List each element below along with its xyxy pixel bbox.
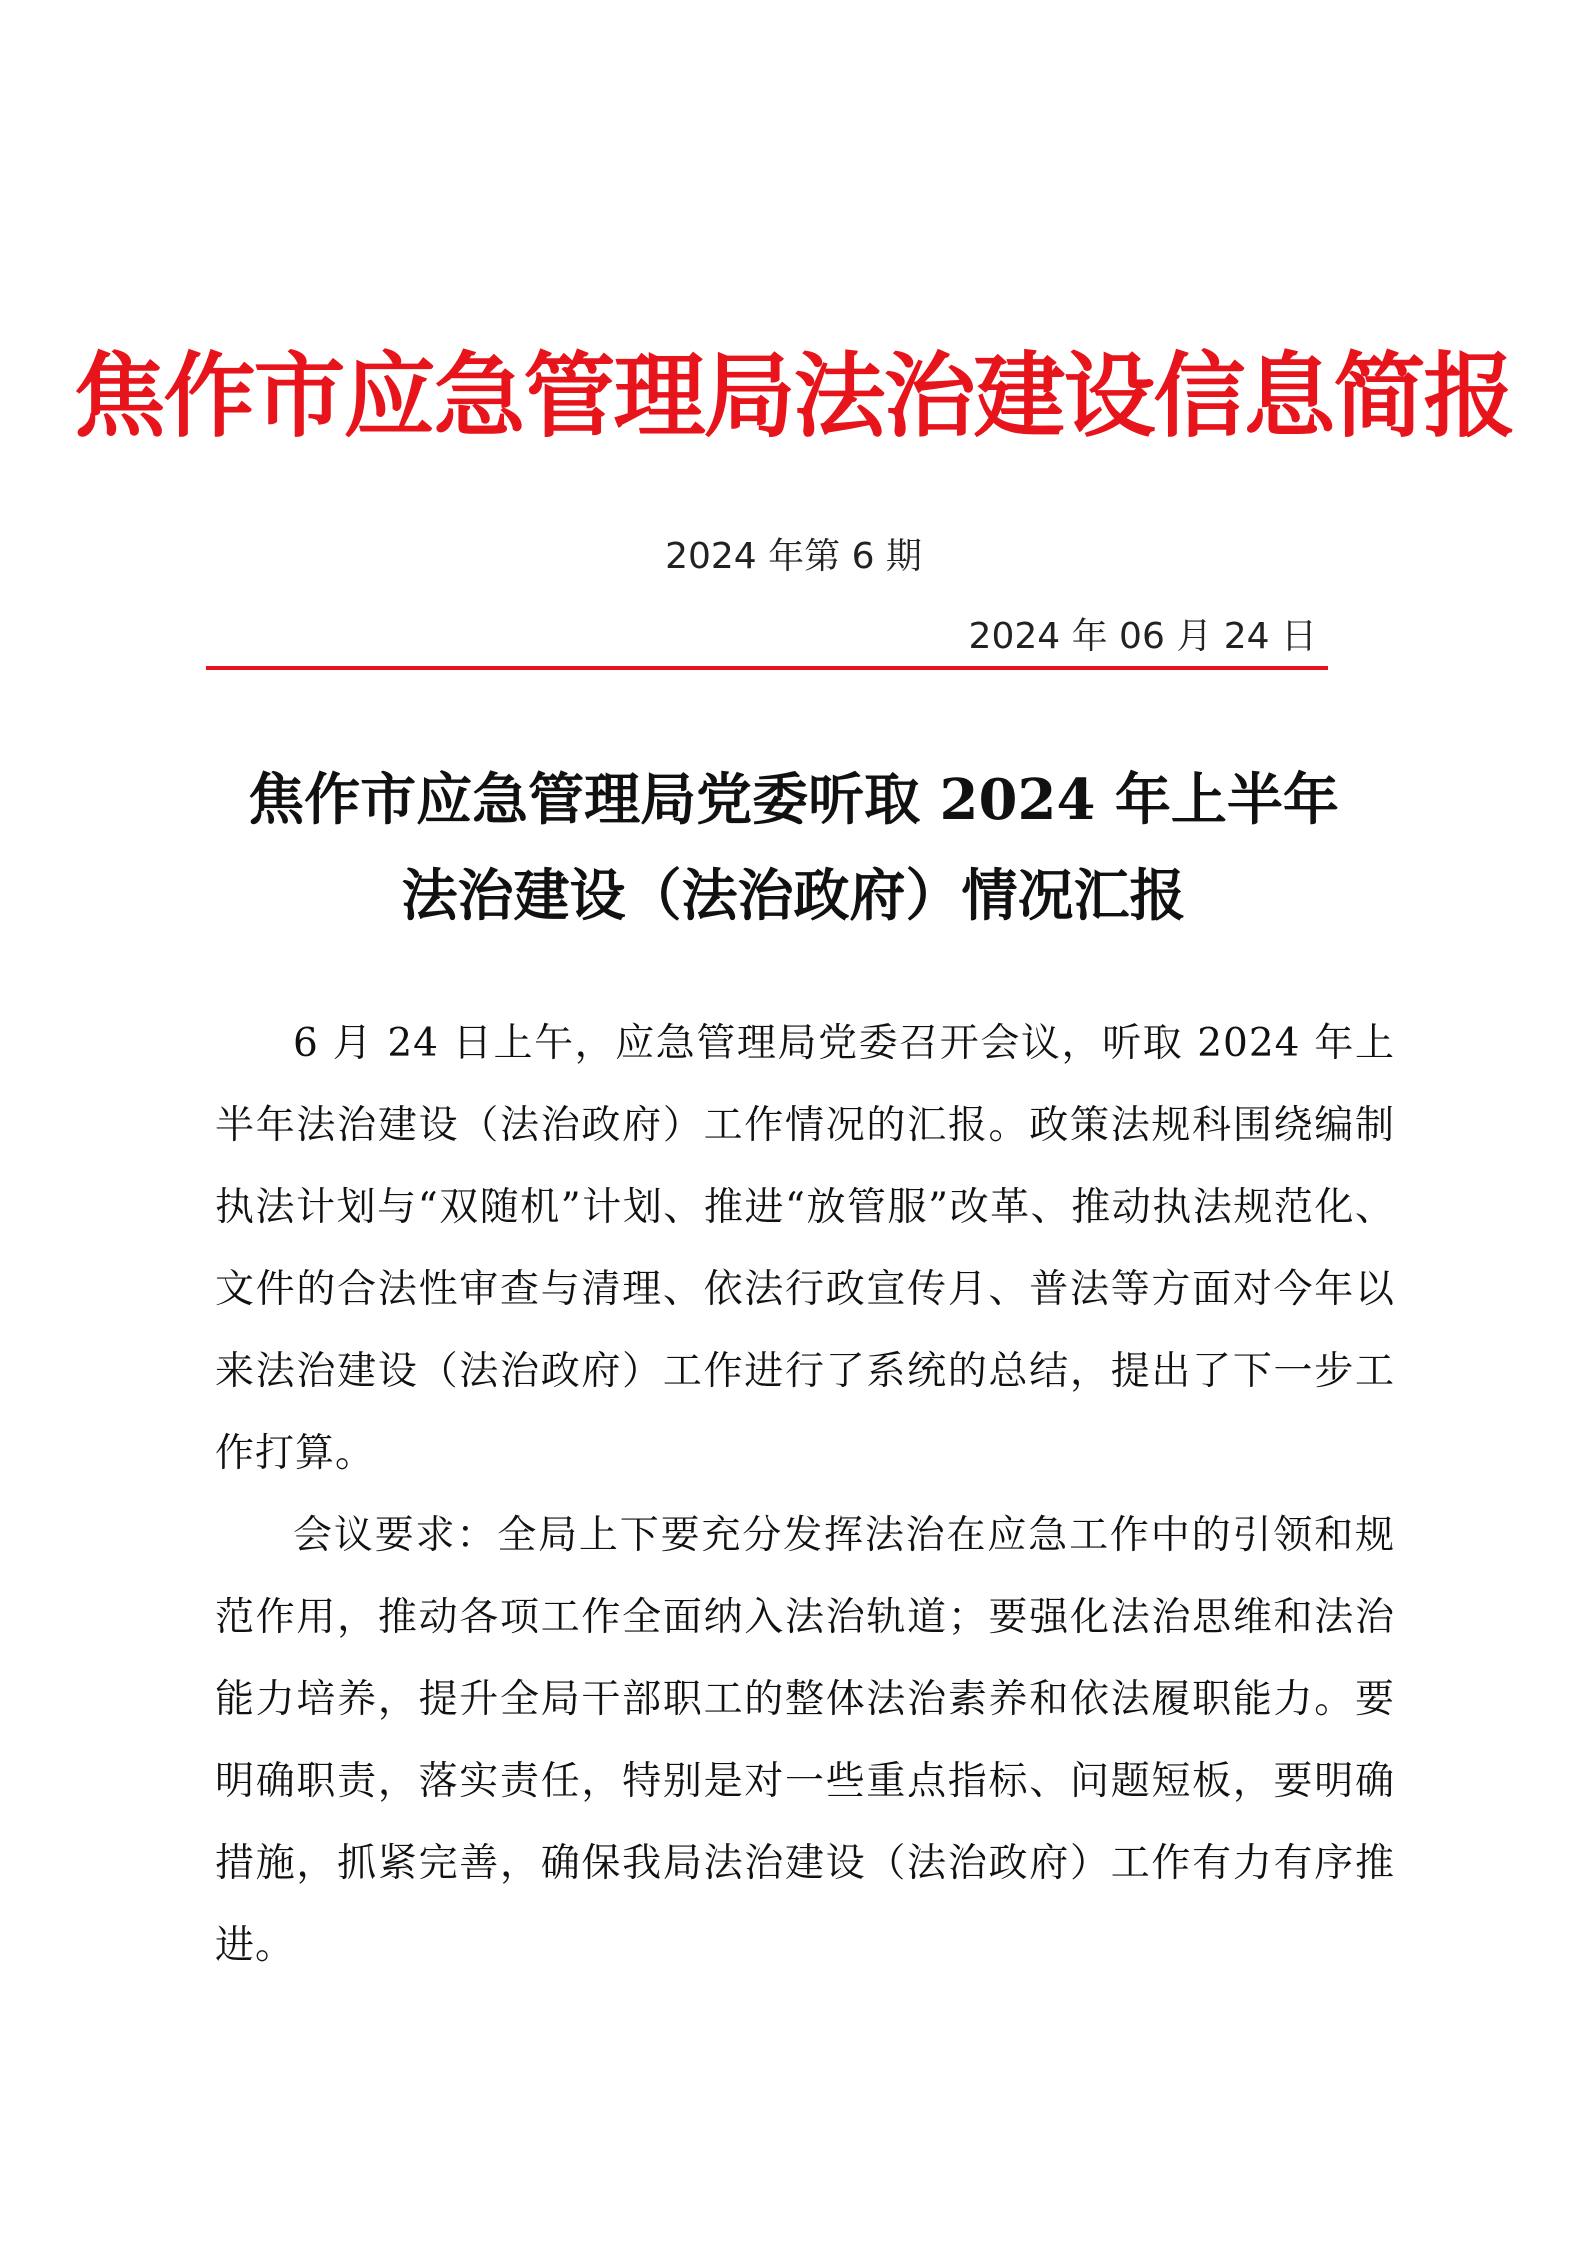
article-title-line-1: 焦作市应急管理局党委听取 2024 年上半年 xyxy=(248,767,1339,833)
body-paragraph-1: 6 月 24 日上午，应急管理局党委召开会议，听取 2024 年上半年法治建设（法治政府）工作情况的汇报。政策法规科围绕编制执法计划与“双随机”计划、推进“放管服”改革、推动执法规范化、文件的合法性审查与清理、依法行政宣传月、普法等方面对今年以来法治建设（法治政府）工作进行了系统的总结，提出了下一步工作打算。 xyxy=(215,1021,1395,1476)
masthead-title: 焦作市应急管理局法治建设信息简报 xyxy=(73,342,1514,450)
article-title xyxy=(0,752,1587,944)
issue-number: 2024 年第 6 期 xyxy=(665,536,922,577)
article-body xyxy=(215,1003,1395,1987)
article-title-line-2: 法治建设（法治政府）情况汇报 xyxy=(401,863,1186,929)
body-paragraph-2: 会议要求：全局上下要充分发挥法治在应急工作中的引领和规范作用，推动各项工作全面纳入法治轨道；要强化法治思维和法治能力培养，提升全局干部职工的整体法治素养和依法履职能力。要明确职责，落实责任，特别是对一些重点指标、问题短板，要明确措施，抓紧完善，确保我局法治建设（法治政府）工作有力有序推进。 xyxy=(215,1513,1395,1968)
masthead-divider xyxy=(206,666,1328,670)
issue-date: 2024 年 06 月 24 日 xyxy=(968,616,1317,657)
